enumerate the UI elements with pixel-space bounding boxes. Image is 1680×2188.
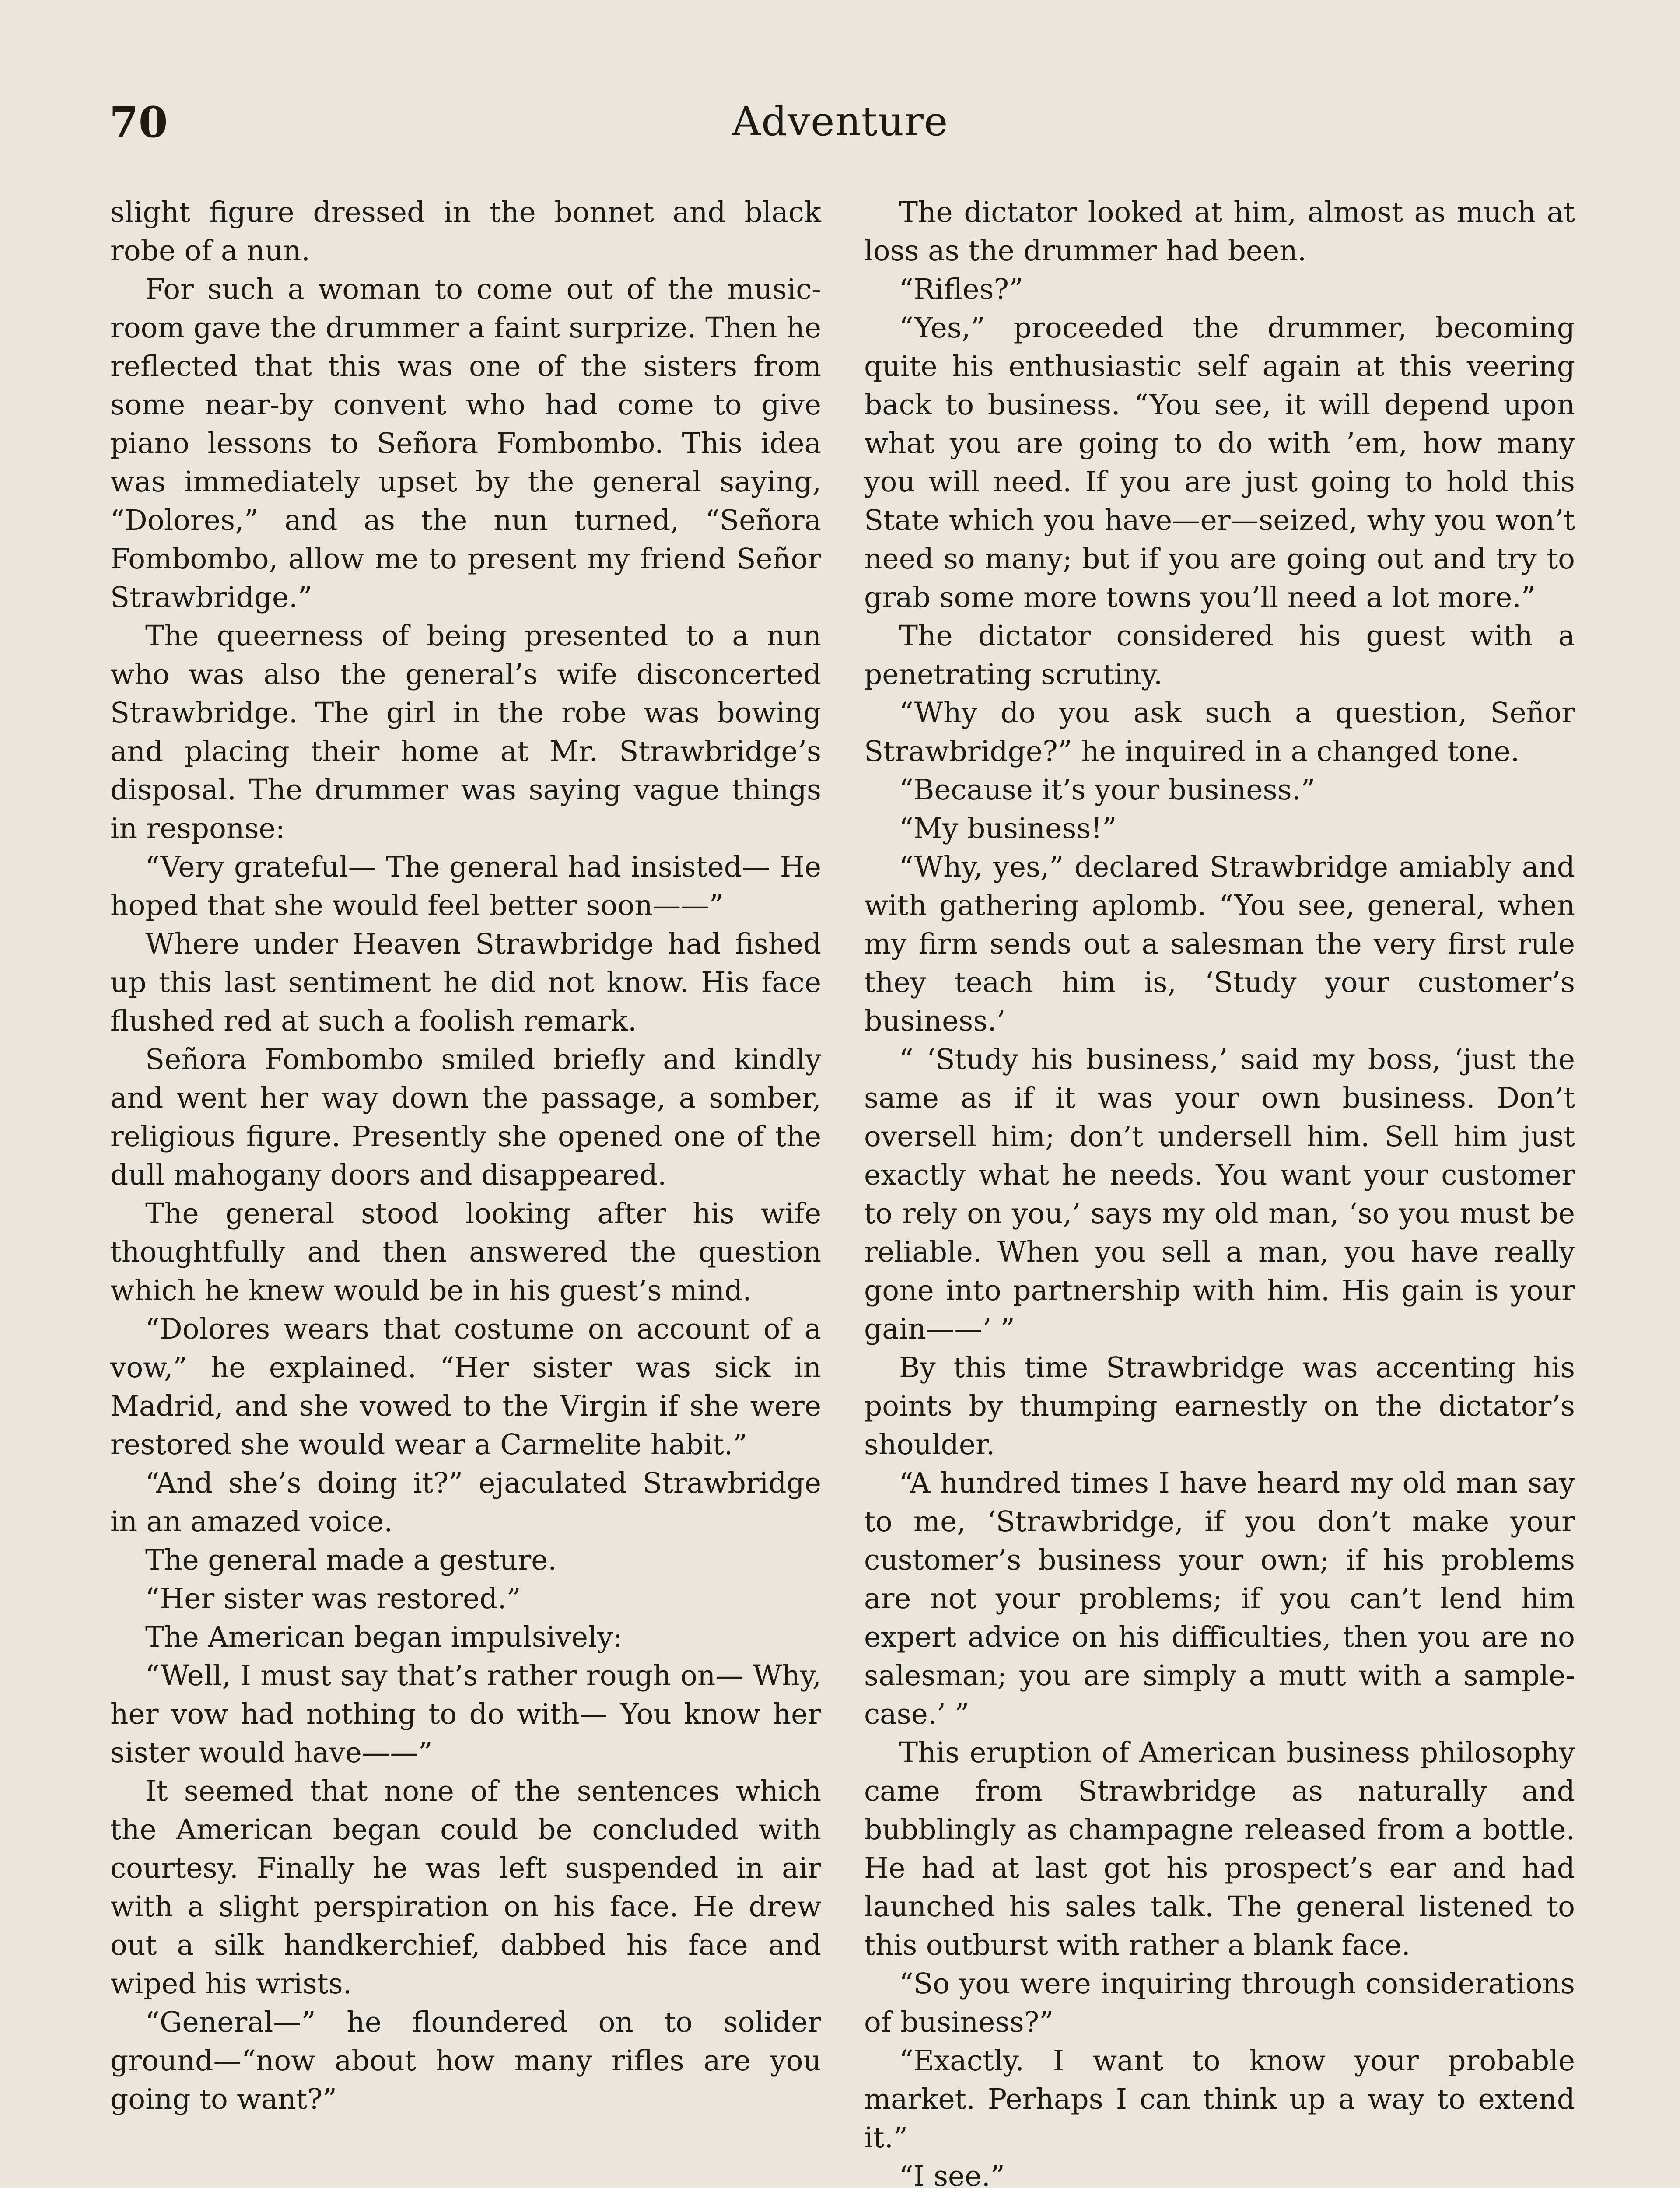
paragraph: By this time Strawbridge was accenting his points by thumping earnestly on the dictator’s shoulder. [864,1351,1575,1461]
paragraph: “Yes,” proceeded the drummer, becoming quite his enthusiastic self again at this veering back to business. “You see, it will depend upon what you are going to do with ’em, how many you will need. If you are just going to hold this State which you have—er—seized, why you won’t need so many; but if you are going out and try to grab some more towns you’ll need a lot more.” [864,312,1575,614]
paragraph: It seemed that none of the sentences which the American began could be concluded with courtesy. Finally he was left suspended in air with a slight perspiration on his face. He drew out a silk handkerchief, dabbed his face and wiped his wrists. [110,1775,821,2000]
paragraph: The general made a gesture. [145,1544,557,1577]
paragraph: “General—” he floundered on to solider ground—“now about how many rifles are you going to want?” [110,2006,821,2116]
paragraph: “Exactly. I want to know your probable market. Perhaps I can think up a way to extend it.” [864,2044,1575,2154]
paragraph: “A hundred times I have heard my old man say to me, ‘Strawbridge, if you don’t make your customer’s business your own; if his problems are not your problems; if you can’t lend him expert advice on his difficulties, then you are no salesman; you are simply a mutt with a sample-case.’ ” [864,1467,1575,1731]
paragraph: The dictator looked at him, almost as much at loss as the drummer had been. [864,196,1575,267]
paragraph: This eruption of American business philosophy came from Strawbridge as naturally and bubblingly as champagne released from a bottle. He had at last got his prospect’s ear and had launched his sales talk. The general listened to this outburst with rather a blank face. [864,1736,1575,1962]
paragraph: slight figure dressed in the bonnet and black robe of a nun. [110,196,821,267]
right-column [864,193,1575,2188]
paragraph: “So you were inquiring through considerations of business?” [864,1967,1575,2039]
left-column [110,193,821,2119]
paragraph: “Rifles?” [899,273,1024,306]
paragraph: The American began impulsively: [145,1621,623,1654]
paragraph: “Because it’s your business.” [899,774,1316,806]
paragraph: “Her sister was restored.” [145,1582,521,1615]
paragraph: “And she’s doing it?” ejaculated Strawbridge in an amazed voice. [110,1467,821,1538]
paragraph: “I see.” [899,2160,1005,2188]
paragraph: Where under Heaven Strawbridge had fished up this last sentiment he did not know. His face flushed red at such a foolish remark. [110,928,821,1038]
paragraph: “Why, yes,” declared Strawbridge amiably and with gathering aplomb. “You see, general, when my firm sends out a salesman the very first rule they teach him is, ‘Study your customer’s business.’ [864,851,1575,1038]
paragraph: “ ‘Study his business,’ said my boss, ‘just the same as if it was your own business. Don’t oversell him; don’t undersell him. Sell him just exactly what he needs. You want your customer to rely on you,’ says my old man, ‘so you must be reliable. When you sell a man, you have really gone into partnership with him. His gain is your gain——’ ” [864,1043,1575,1346]
paragraph: “Dolores wears that costume on account of a vow,” he explained. “Her sister was sick in Madrid, and she vowed to the Virgin if she were restored she would wear a Carmelite habit.” [110,1313,821,1461]
paragraph: The dictator considered his guest with a penetrating scrutiny. [864,620,1575,691]
paragraph: Señora Fombombo smiled briefly and kindly and went her way down the passage, a somber, religious figure. Presently she opened one of the dull mahogany doors and disappeared. [110,1043,821,1192]
paragraph: “Very grateful— The general had insisted— He hoped that she would feel better soon——” [110,851,821,922]
paragraph: The queerness of being presented to a nun who was also the general’s wife disconcerted Strawbridge. The girl in the robe was bowing and placing their home at Mr. Strawbridge’s disposal. The drummer was saying vague things in response: [110,620,821,845]
paragraph: “Well, I must say that’s rather rough on— Why, her vow had nothing to do with— You know her sister would have——” [110,1659,821,1769]
paragraph: For such a woman to come out of the music-room gave the drummer a faint surprize. Then he reflected that this was one of the sisters from some near-by convent who had come to give piano lessons to Señora Fombombo. This idea was immediately upset by the general saying, “Dolores,” and as the nun turned, “Señora Fombombo, allow me to present my friend Señor Strawbridge.” [110,273,821,614]
paragraph: The general stood looking after his wife thoughtfully and then answered the question which he knew would be in his guest’s mind. [110,1197,821,1307]
page-number: 70 [109,98,168,147]
paragraph: “My business!” [899,812,1117,845]
page-title: Adventure [732,98,948,145]
paragraph: “Why do you ask such a question, Señor Strawbridge?” he inquired in a changed tone. [864,697,1575,768]
